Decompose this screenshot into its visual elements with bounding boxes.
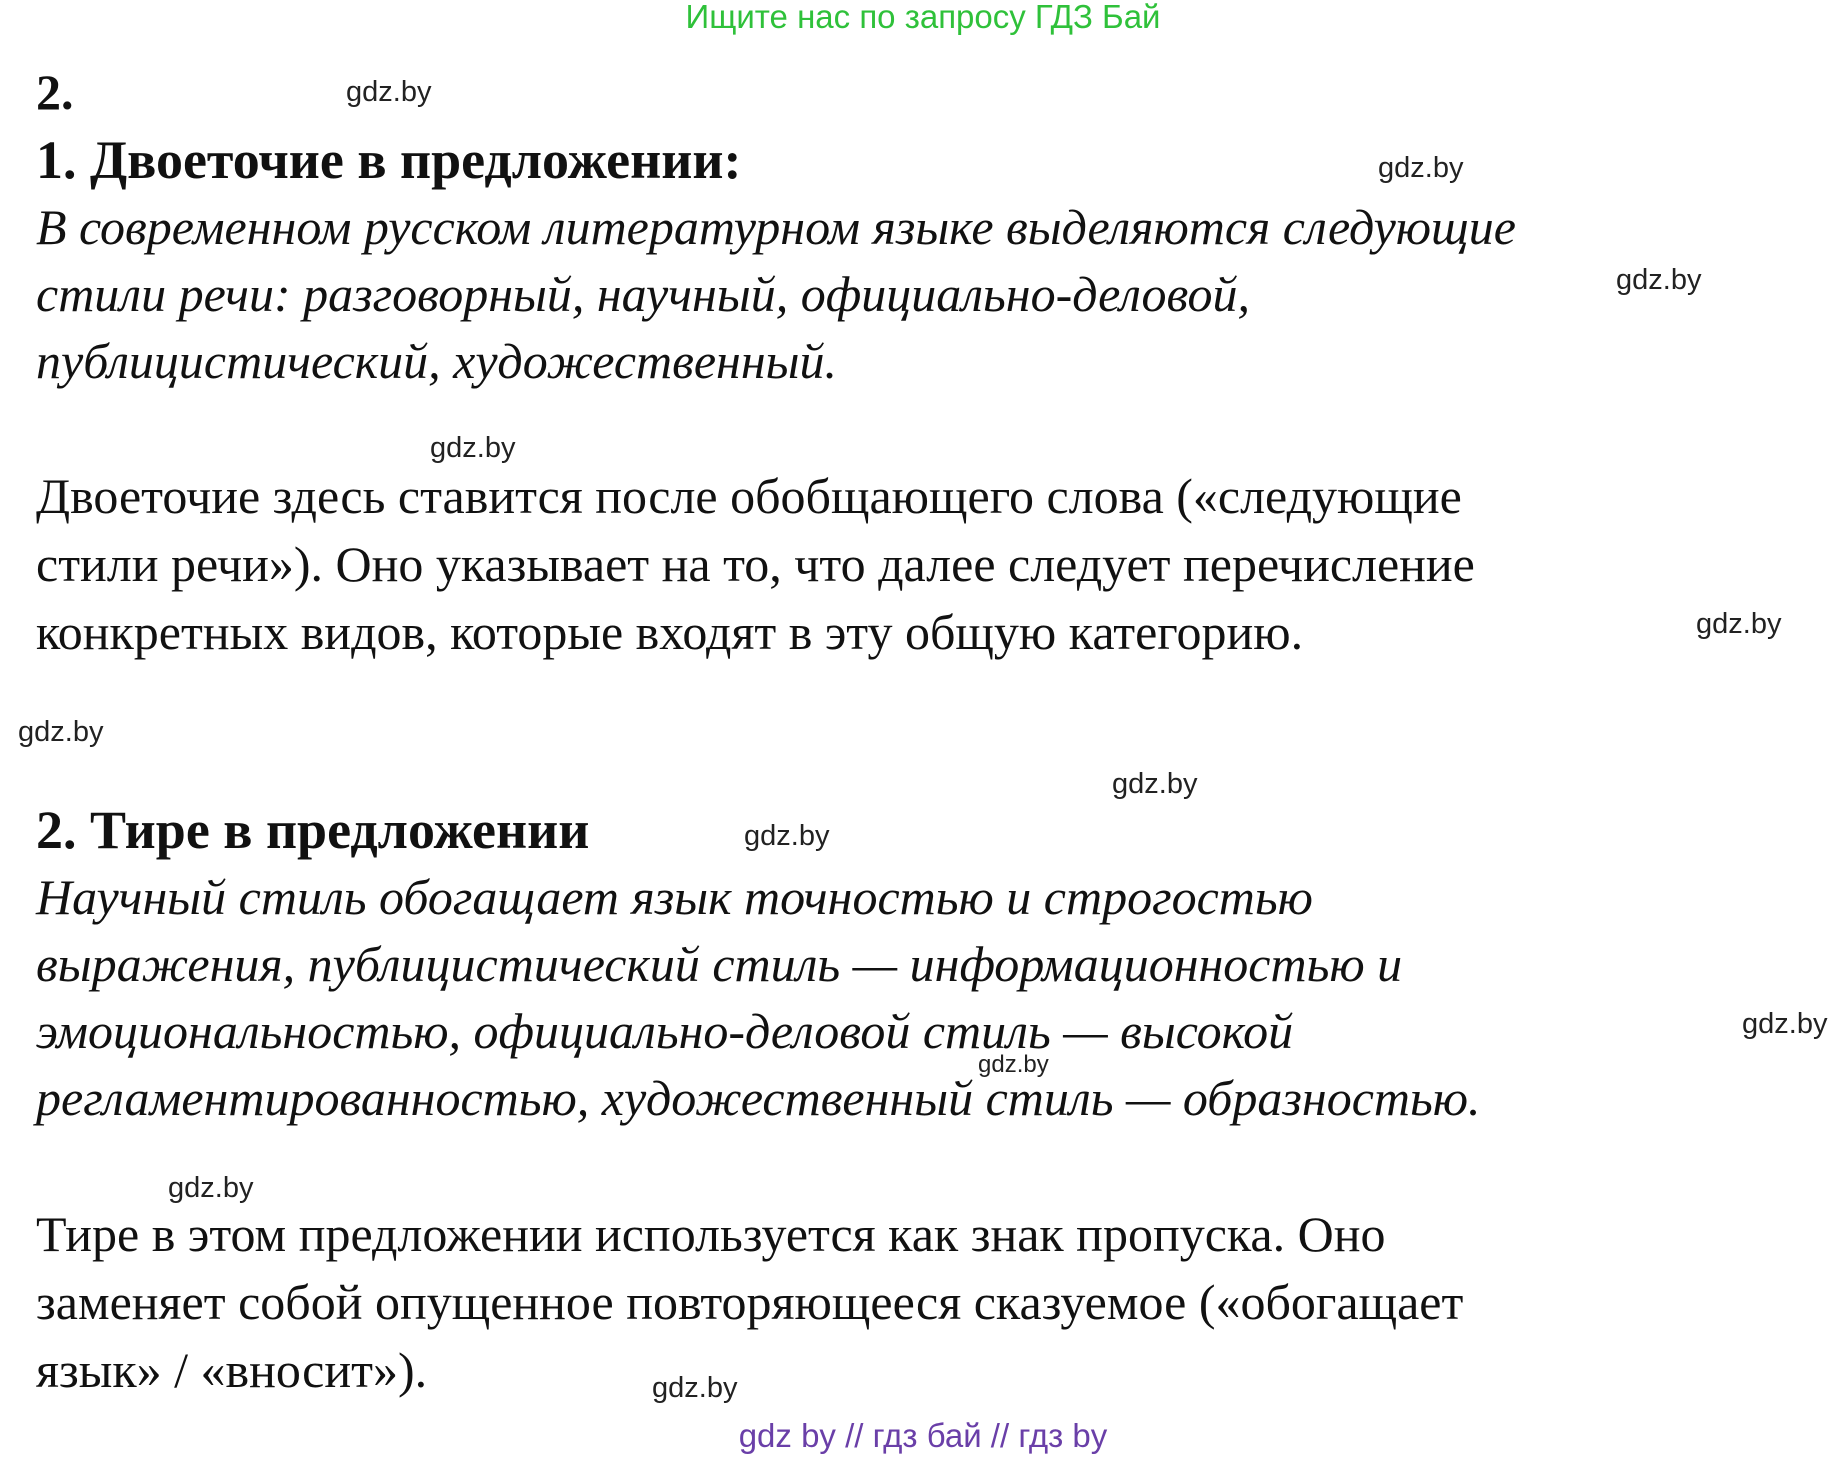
watermark: gdz.by	[1616, 264, 1702, 296]
section-2-explanation-line: язык» / «вносит»).	[36, 1342, 428, 1398]
section-2-example-line: эмоциональностью, официально-деловой стиль — высокой	[36, 1003, 1294, 1059]
watermark: gdz.by	[346, 76, 432, 108]
watermark: gdz.by	[744, 820, 830, 852]
section-1-example-line: стили речи: разговорный, научный, официально-деловой,	[36, 266, 1251, 322]
watermark: gdz.by	[1742, 1008, 1828, 1040]
section-1-explanation-line: Двоеточие здесь ставится после обобщающего слова («следующие	[36, 468, 1462, 524]
section-2-explanation	[36, 1200, 1463, 1404]
watermark: gdz.by	[1112, 768, 1198, 800]
section-2-example-line: выражения, публицистический стиль — информационностью и	[36, 936, 1403, 992]
section-1-example-line: В современном русском литературном языке выделяются следующие	[36, 199, 1516, 255]
watermark: gdz.by	[652, 1372, 738, 1404]
watermark: gdz.by	[1378, 152, 1464, 184]
section-1-heading: 1. Двоеточие в предложении:	[36, 130, 742, 190]
watermark: gdz.by	[978, 1051, 1049, 1078]
section-2-example	[36, 864, 1481, 1132]
section-1-example	[36, 194, 1516, 395]
section-1-explanation-line: конкретных видов, которые входят в эту общую категорию.	[36, 604, 1304, 660]
section-1-explanation-line: стили речи»). Оно указывает на то, что далее следует перечисление	[36, 536, 1475, 592]
watermark: gdz.by	[430, 432, 516, 464]
task-number: 2.	[36, 64, 74, 120]
search-hint-banner: Ищите нас по запросу ГДЗ Бай	[685, 0, 1161, 35]
watermark: gdz.by	[168, 1172, 254, 1204]
section-2-example-line: регламентированностью, художественный стиль — образностью.	[36, 1070, 1481, 1126]
section-1-example-line: публицистический, художественный.	[36, 333, 838, 389]
section-2-example-line: Научный стиль обогащает язык точностью и строгостью	[36, 869, 1313, 925]
section-1-explanation	[36, 462, 1475, 666]
section-2-explanation-line: Тире в этом предложении используется как знак пропуска. Оно	[36, 1206, 1386, 1262]
section-2-explanation-line: заменяет собой опущенное повторяющееся сказуемое («обогащает	[36, 1274, 1464, 1330]
watermark: gdz.by	[1696, 608, 1782, 640]
watermark: gdz.by	[18, 716, 104, 748]
section-2-heading: 2. Тире в предложении	[36, 800, 590, 860]
footer-brand: gdz by // гдз бай // гдз by	[738, 1417, 1108, 1454]
